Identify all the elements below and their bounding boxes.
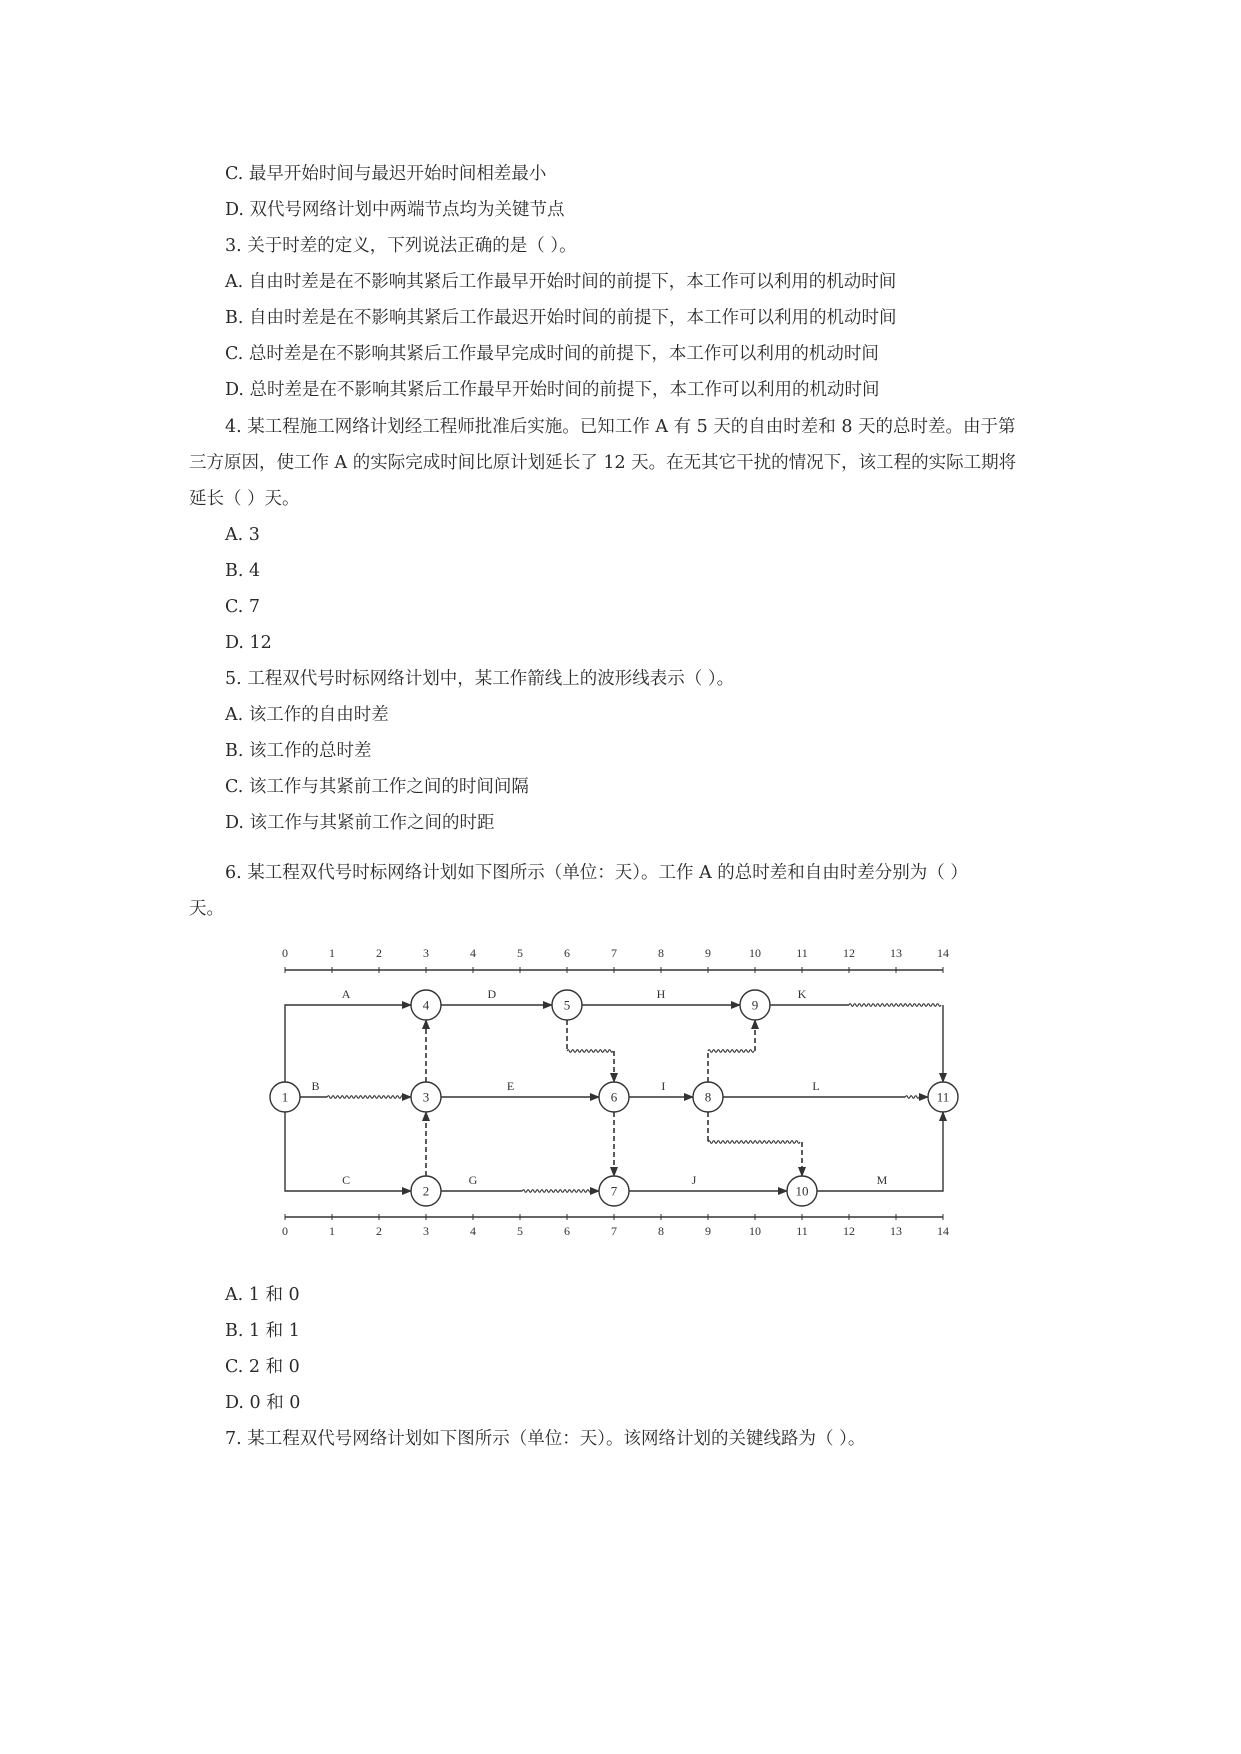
option-3d: D. 总时差是在不影响其紧后工作最早开始时间的前提下，本工作可以利用的机动时间 (225, 380, 880, 400)
bottom-scale-tick-label: 3 (423, 1224, 429, 1238)
activity-label: D (487, 987, 497, 1001)
option-4b: B. 4 (225, 561, 261, 581)
top-scale-tick-label: 13 (890, 946, 902, 960)
option-4c: C. 7 (225, 597, 261, 617)
activity-L-wave (905, 1096, 921, 1099)
top-scale-tick-label: 5 (517, 946, 523, 960)
node-6-label: 6 (610, 1089, 618, 1105)
top-scale-tick-label: 14 (937, 946, 949, 960)
node-10-label: 10 (795, 1183, 809, 1199)
activity-label: E (506, 1079, 515, 1093)
bottom-scale-tick-label: 5 (517, 1224, 523, 1238)
bottom-scale-tick-label: 8 (658, 1224, 664, 1238)
top-scale-tick-label: 2 (376, 946, 382, 960)
question-4-line3: 延长（ ）天。 (189, 489, 300, 509)
time-scaled-network-diagram (240, 935, 980, 1250)
option-5a: A. 该工作的自由时差 (225, 705, 389, 725)
question-7: 7. 某工程双代号网络计划如下图所示（单位：天）。该网络计划的关键线路为（ ）。 (225, 1429, 866, 1449)
node-9-label: 9 (751, 997, 759, 1013)
option-5b: B. 该工作的总时差 (225, 741, 372, 761)
activity-label: I (661, 1079, 666, 1093)
bottom-scale-tick-label: 11 (796, 1224, 808, 1238)
activity-label: H (656, 987, 666, 1001)
bottom-scale-tick-label: 4 (470, 1224, 476, 1238)
bottom-scale-tick-label: 14 (937, 1224, 949, 1238)
top-scale-tick-label: 8 (658, 946, 664, 960)
activity-label: K (797, 987, 807, 1001)
bottom-scale-tick-label: 12 (843, 1224, 855, 1238)
option-6c: C. 2 和 0 (225, 1357, 300, 1377)
option-2d: D. 双代号网络计划中两端节点均为关键节点 (225, 200, 565, 220)
top-scale-tick-label: 10 (749, 946, 761, 960)
option-3a: A. 自由时差是在不影响其紧后工作最早开始时间的前提下，本工作可以利用的机动时间 (225, 272, 897, 292)
dummy-8-10-wave (708, 1141, 800, 1144)
bottom-scale-tick-label: 7 (611, 1224, 617, 1238)
question-4-line1: 4. 某工程施工网络计划经工程师批准后实施。已知工作 A 有 5 天的自由时差和 8 天的总时差。由于第 (225, 417, 1016, 437)
top-scale-tick-label: 9 (705, 946, 711, 960)
activity-G-wave (522, 1190, 596, 1193)
activity-A-arrow (285, 1005, 411, 1082)
activity-label: G (468, 1173, 478, 1187)
node-11-label: 11 (936, 1089, 950, 1105)
bottom-scale-tick-label: 1 (329, 1224, 335, 1238)
question-6-line1: 6. 某工程双代号时标网络计划如下图所示（单位：天）。工作 A 的总时差和自由时差分别为（ ） (225, 863, 968, 883)
option-5d: D. 该工作与其紧前工作之间的时距 (225, 813, 495, 833)
bottom-scale-tick-label: 13 (890, 1224, 902, 1238)
activity-label: J (691, 1173, 697, 1187)
node-4-label: 4 (422, 997, 430, 1013)
node-5-label: 5 (563, 997, 571, 1013)
top-scale-tick-label: 12 (843, 946, 855, 960)
top-scale-tick-label: 0 (282, 946, 288, 960)
top-scale-tick-label: 7 (611, 946, 617, 960)
node-8-label: 8 (704, 1089, 712, 1105)
activity-label: M (876, 1173, 888, 1187)
activity-B-wave (327, 1096, 403, 1099)
option-4a: A. 3 (225, 525, 260, 545)
option-6d: D. 0 和 0 (225, 1393, 301, 1413)
top-scale-tick-label: 3 (423, 946, 429, 960)
node-1-label: 1 (281, 1089, 289, 1105)
option-4d: D. 12 (225, 633, 272, 653)
option-3b: B. 自由时差是在不影响其紧后工作最迟开始时间的前提下，本工作可以利用的机动时间 (225, 308, 897, 328)
question-6-line2: 天。 (189, 899, 224, 919)
node-3-label: 3 (422, 1089, 430, 1105)
dummy-8-9-wave (708, 1050, 754, 1053)
top-scale-tick-label: 4 (470, 946, 476, 960)
bottom-scale-tick-label: 6 (564, 1224, 570, 1238)
activity-K-wave (849, 1004, 941, 1007)
option-6a: A. 1 和 0 (225, 1285, 300, 1305)
bottom-scale-tick-label: 10 (749, 1224, 761, 1238)
top-scale-tick-label: 1 (329, 946, 335, 960)
option-6b: B. 1 和 1 (225, 1321, 300, 1341)
question-4-line2: 三方原因，使工作 A 的实际完成时间比原计划延长了 12 天。在无其它干扰的情况下，该工程的实际工期将 (189, 453, 1017, 473)
bottom-time-scale (282, 1214, 949, 1238)
activity-label: L (812, 1079, 820, 1093)
option-2c: C. 最早开始时间与最迟开始时间相差最小 (225, 164, 547, 184)
top-time-scale (282, 946, 949, 973)
top-scale-tick-label: 11 (796, 946, 808, 960)
dummy-5-6-wave (567, 1050, 613, 1053)
activity-label: B (311, 1079, 320, 1093)
activity-label: A (341, 987, 351, 1001)
node-7-label: 7 (610, 1183, 618, 1199)
option-5c: C. 该工作与其紧前工作之间的时间间隔 (225, 777, 529, 797)
top-scale-tick-label: 6 (564, 946, 570, 960)
question-3: 3. 关于时差的定义，下列说法正确的是（ ）。 (225, 236, 577, 256)
bottom-scale-tick-label: 2 (376, 1224, 382, 1238)
bottom-scale-tick-label: 9 (705, 1224, 711, 1238)
question-5: 5. 工程双代号时标网络计划中，某工作箭线上的波形线表示（ ）。 (225, 669, 735, 689)
activity-label: C (342, 1173, 351, 1187)
node-2-label: 2 (422, 1183, 430, 1199)
bottom-scale-tick-label: 0 (282, 1224, 288, 1238)
option-3c: C. 总时差是在不影响其紧后工作最早完成时间的前提下，本工作可以利用的机动时间 (225, 344, 879, 364)
